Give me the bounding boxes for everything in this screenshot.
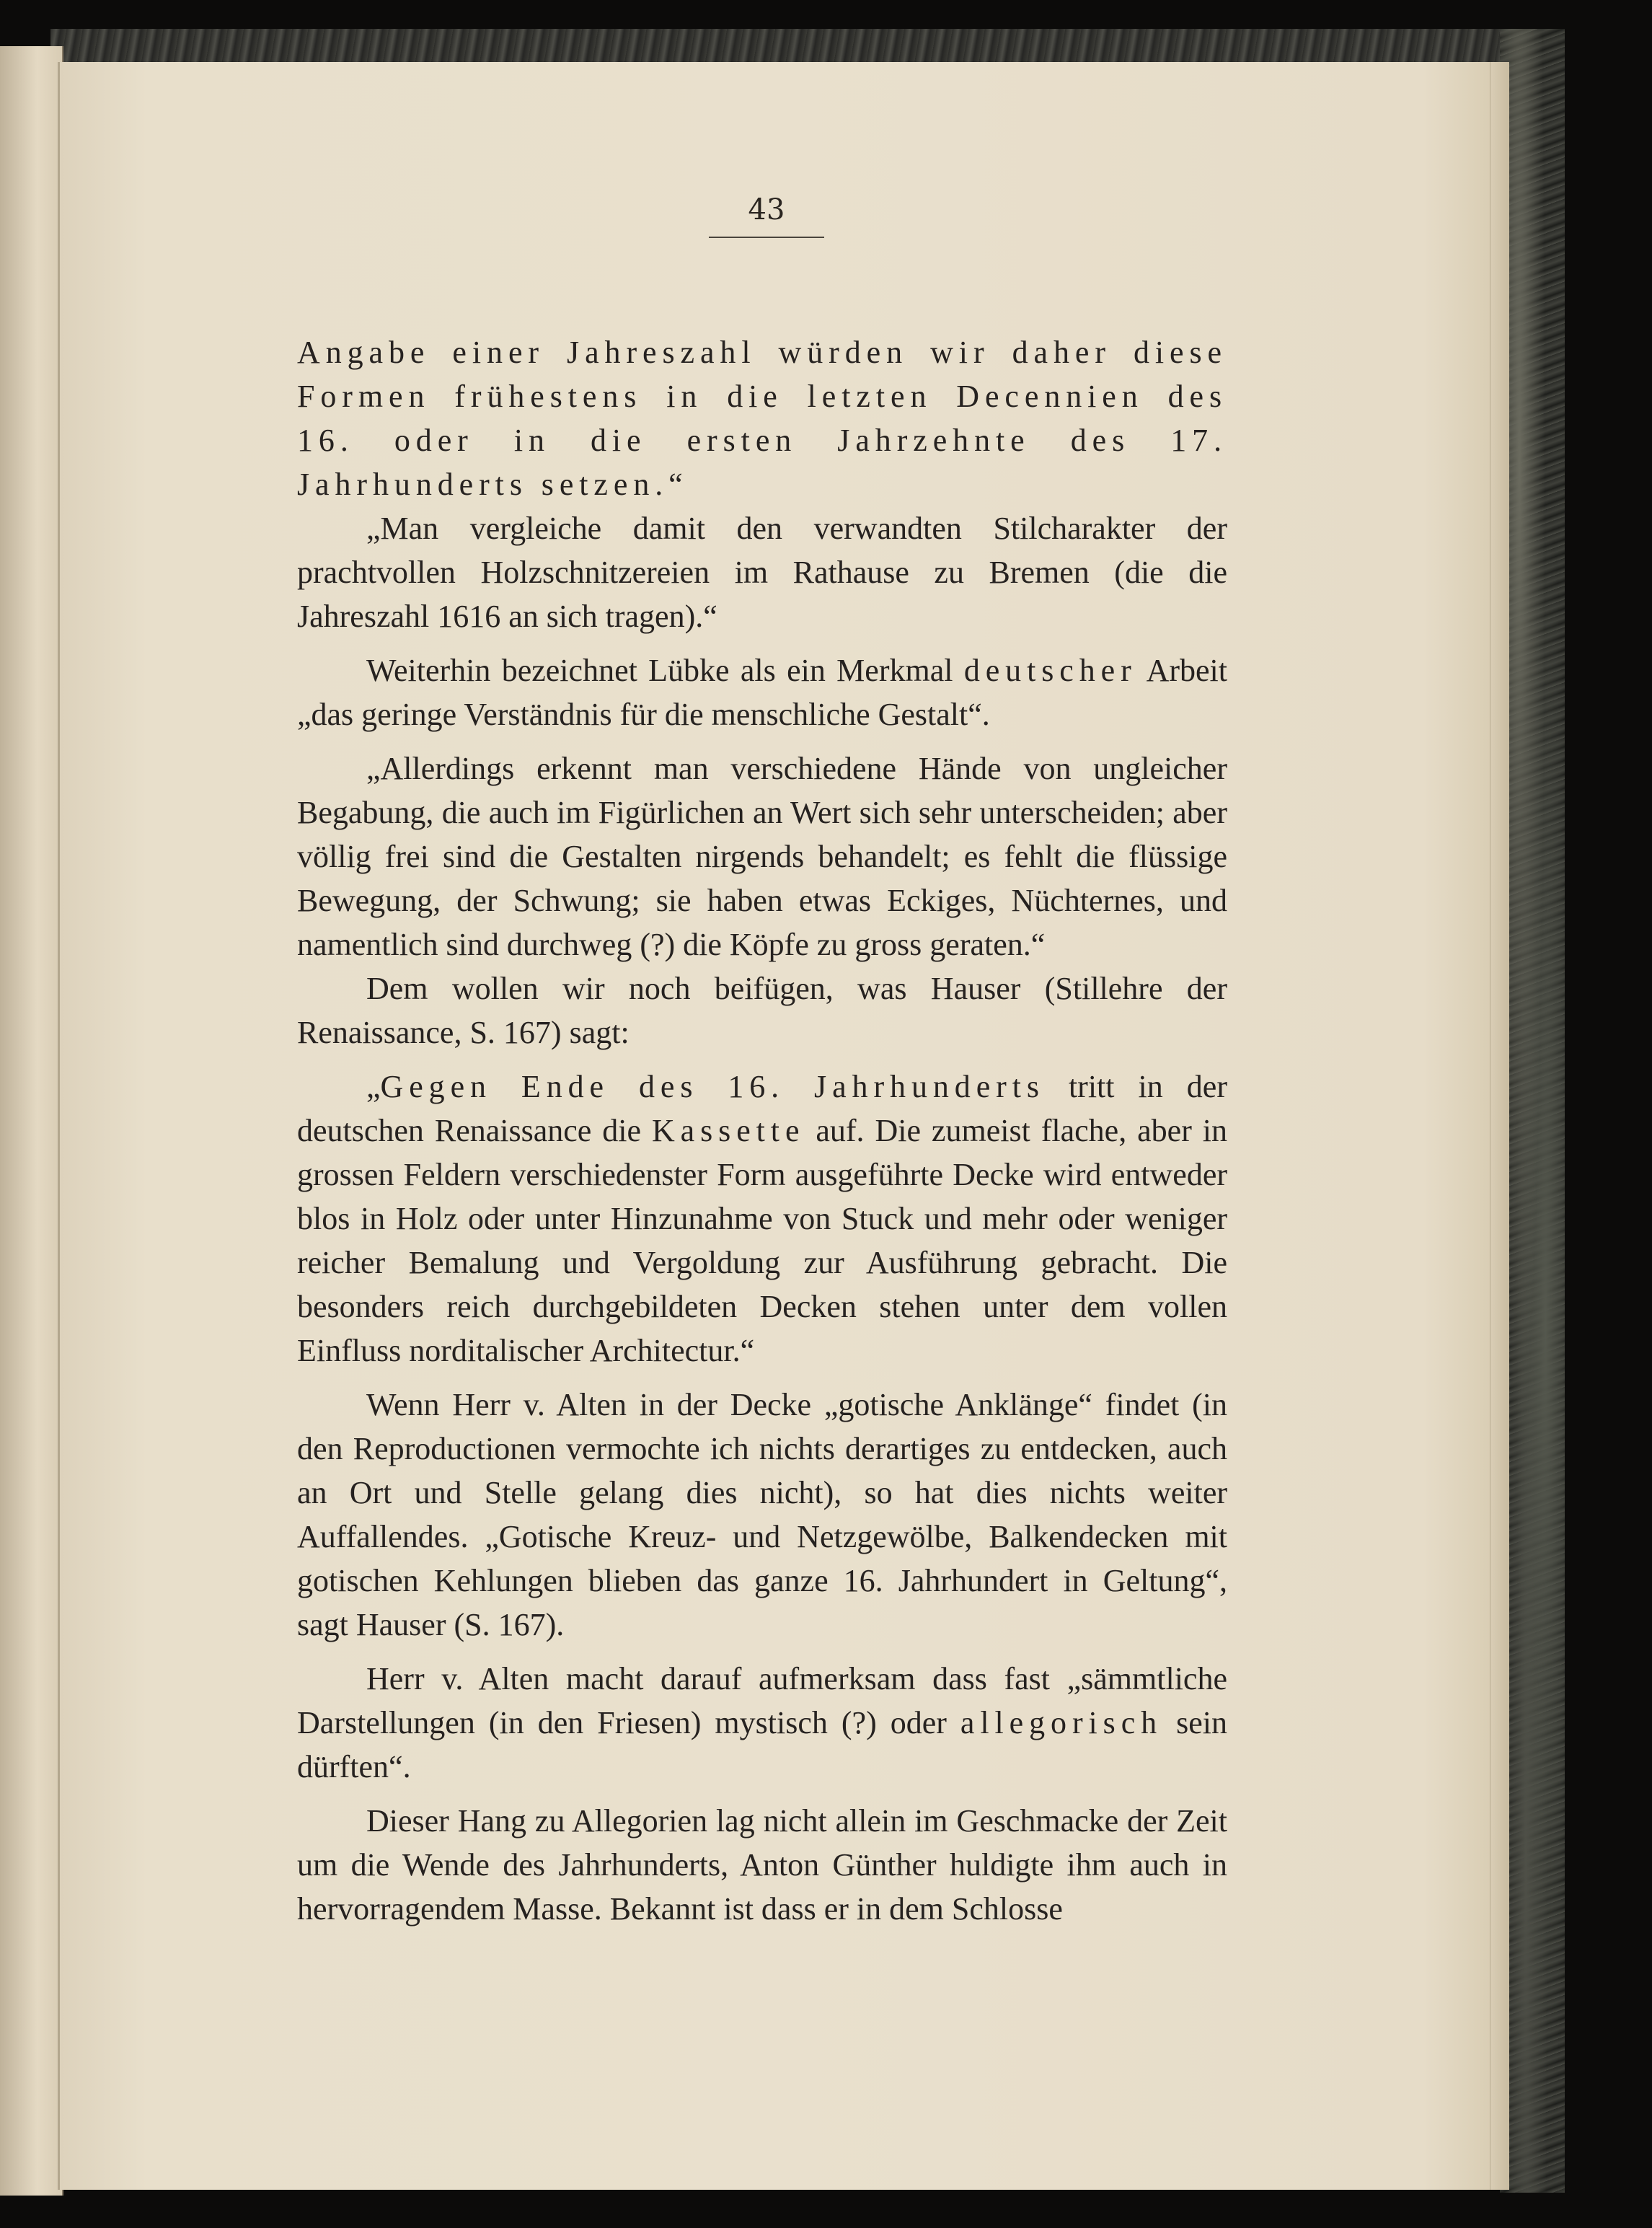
text-segment: Arbeit „das geringe Verständnis für die menschliche Gestalt“. (297, 653, 1227, 732)
text-segment: tritt in der deutschen Renaissance die (297, 1069, 1227, 1148)
text-segment-emphasis: deutscher (963, 653, 1137, 688)
binding-top-edge (50, 29, 1565, 65)
text-segment: Dem wollen wir noch beifügen, was Hauser (Stillehre der Renaissance, S. 167) sagt: (297, 971, 1227, 1050)
text-segment-emphasis: allegorisch (960, 1705, 1163, 1740)
paragraph (297, 330, 1227, 506)
paragraph (297, 1383, 1227, 1647)
text-segment: Herr v. Alten macht darauf aufmerksam dass fast „sämmtliche Darstellungen (in den Friesen) mystisch (?) oder (297, 1661, 1227, 1740)
paragraph (297, 506, 1227, 638)
text-segment: „Man vergleiche damit den verwandten Stilcharakter der prachtvollen Holzschnitzereien im Rathause zu Bremen (die die Jahreszahl 1616 an sich tragen).“ (297, 511, 1227, 634)
text-segment-emphasis: Gegen Ende des 16. Jahrhunderts (380, 1069, 1045, 1104)
text-segment: sein dürften“. (297, 1705, 1227, 1784)
text-segment-emphasis: Kassette (651, 1113, 805, 1148)
page-number: 43 (709, 193, 824, 238)
page-stack-edge (1490, 62, 1509, 2190)
text-segment: „ (366, 1069, 381, 1104)
body-text (297, 330, 1227, 1931)
paragraph (297, 967, 1227, 1054)
text-segment: „Allerdings erkennt man verschiedene Hände von ungleicher Begabung, die auch im Figürlichen an Wert sich sehr unterscheiden; aber völlig frei sind die Gestalten nirgends behandelt; es fehlt die flüssige Bewegung, der Schwung; sie haben etwas Eckiges, Nüchternes, und namentlich sind durchweg (?) die Köpfe zu gross geraten.“ (297, 751, 1227, 962)
marbled-cover-edge (1500, 29, 1565, 2193)
text-segment: auf. Die zumeist flache, aber in grossen Feldern verschiedenster Form ausgeführte Decke wird entweder blos in Holz oder unter Hinzunahme von Stuck und mehr oder weniger reicher Bemalung und Vergoldung zur Ausführung gebracht. Die besonders reich durchgebildeten Decken stehen unter dem vollen Einfluss norditalischer Architectur.“ (297, 1113, 1228, 1368)
paragraph (297, 1657, 1227, 1789)
text-segment: Wenn Herr v. Alten in der Decke „gotische Anklänge“ findet (in den Reproductionen vermochte ich nichts derartiges zu entdecken, auch an Ort und Stelle gelang dies nicht), so hat dies nichts weiter Auffallendes. „Gotische Kreuz- und Netzgewölbe, Balkendecken mit gotischen Kehlungen blieben das ganze 16. Jahrhundert in Geltung“, sagt Hauser (S. 167). (297, 1387, 1227, 1642)
text-segment: Dieser Hang zu Allegorien lag nicht allein im Geschmacke der Zeit um die Wende des Jahrhunderts, Anton Günther huldigte ihm auch in hervorragendem Masse. Bekannt ist dass er in dem Schlosse (297, 1803, 1227, 1927)
text-segment: Angabe einer Jahreszahl würden wir daher diese Formen frühestens in die letzten Decennien des 16. oder in die ersten Jahrzehnte des 17. Jahrhunderts setzen.“ (297, 335, 1227, 502)
paragraph (297, 747, 1227, 967)
paragraph (297, 1065, 1227, 1373)
facing-page-edge (0, 46, 63, 2196)
text-segment: Weiterhin bezeichnet Lübke als ein Merkmal (366, 653, 964, 688)
paragraph (297, 1799, 1227, 1931)
paragraph (297, 648, 1227, 736)
